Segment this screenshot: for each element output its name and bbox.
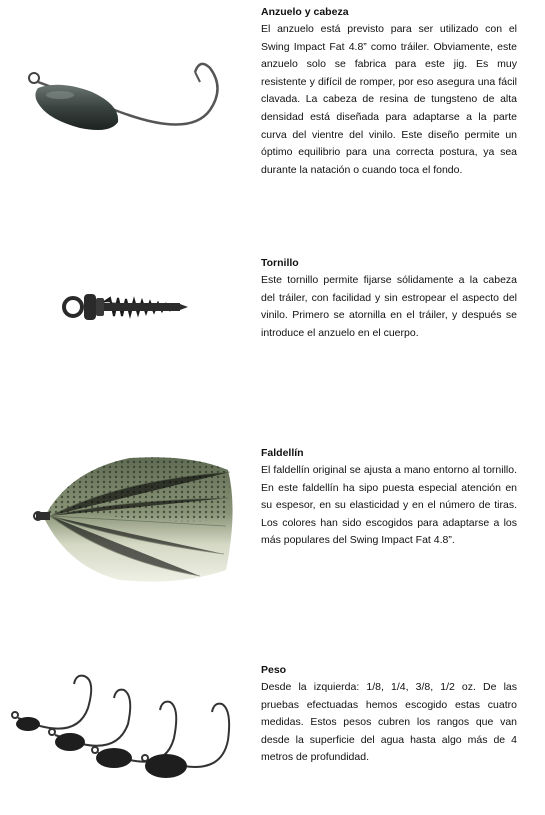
section-title: Anzuelo y cabeza [261,6,349,18]
weights-image [0,660,250,780]
section-title: Peso [261,664,287,676]
section-peso-text [261,662,517,767]
section-title: Tornillo [261,257,299,269]
screw-image [0,272,240,332]
section-title: Faldellín [261,447,304,459]
section-tornillo [0,250,545,360]
section-faldellin-text [261,445,517,550]
section-body: Este tornillo permite fijarse sólidamente a la cabeza del tráiler, con facilidad y sin estropear el aspecto del vinilo. Primero se atornilla en el tráiler, y después se introduce el anzuelo en el cuerpo. [261,274,517,339]
section-anzuelo-text [261,4,517,179]
jig-hook-image [0,50,240,170]
section-tornillo-text [261,255,517,342]
section-body: El faldellín original se ajusta a mano entorno al tornillo. En este faldellín ha sipo puesta especial atención en su espesor, en su elasticidad y en el número de tiras. Los colores han sido escogidos para adaptarse a los más populares del Swing Impact Fat 4.8”. [261,464,517,547]
section-anzuelo [0,0,545,200]
skirt-image [0,450,250,590]
section-body: Desde la izquierda: 1/8, 1/4, 3/8, 1/2 oz. De las pruebas efectuadas hemos escogido estas cuatro medidas. Estos pesos cubren los rangos que van desde la superficie del agua hasta algo más de 4 metros de profundidad. [261,681,517,764]
section-peso [0,650,545,790]
section-body: El anzuelo está previsto para ser utilizado con el Swing Impact Fat 4.8” como tráiler. Obviamente, este anzuelo solo se fabrica para este jig. Es muy resistente y difícil de romper, por eso asegura una fácil clavada. La cabeza de resina de tungsteno de alta densidad está diseñada para adaptarse a la parte curva del vientre del vinilo. Este diseño permite un óptimo equilibrio para una correcta postura, ya sea durante la natación o cuando toca el fondo. [261,23,517,176]
section-faldellin [0,440,545,590]
